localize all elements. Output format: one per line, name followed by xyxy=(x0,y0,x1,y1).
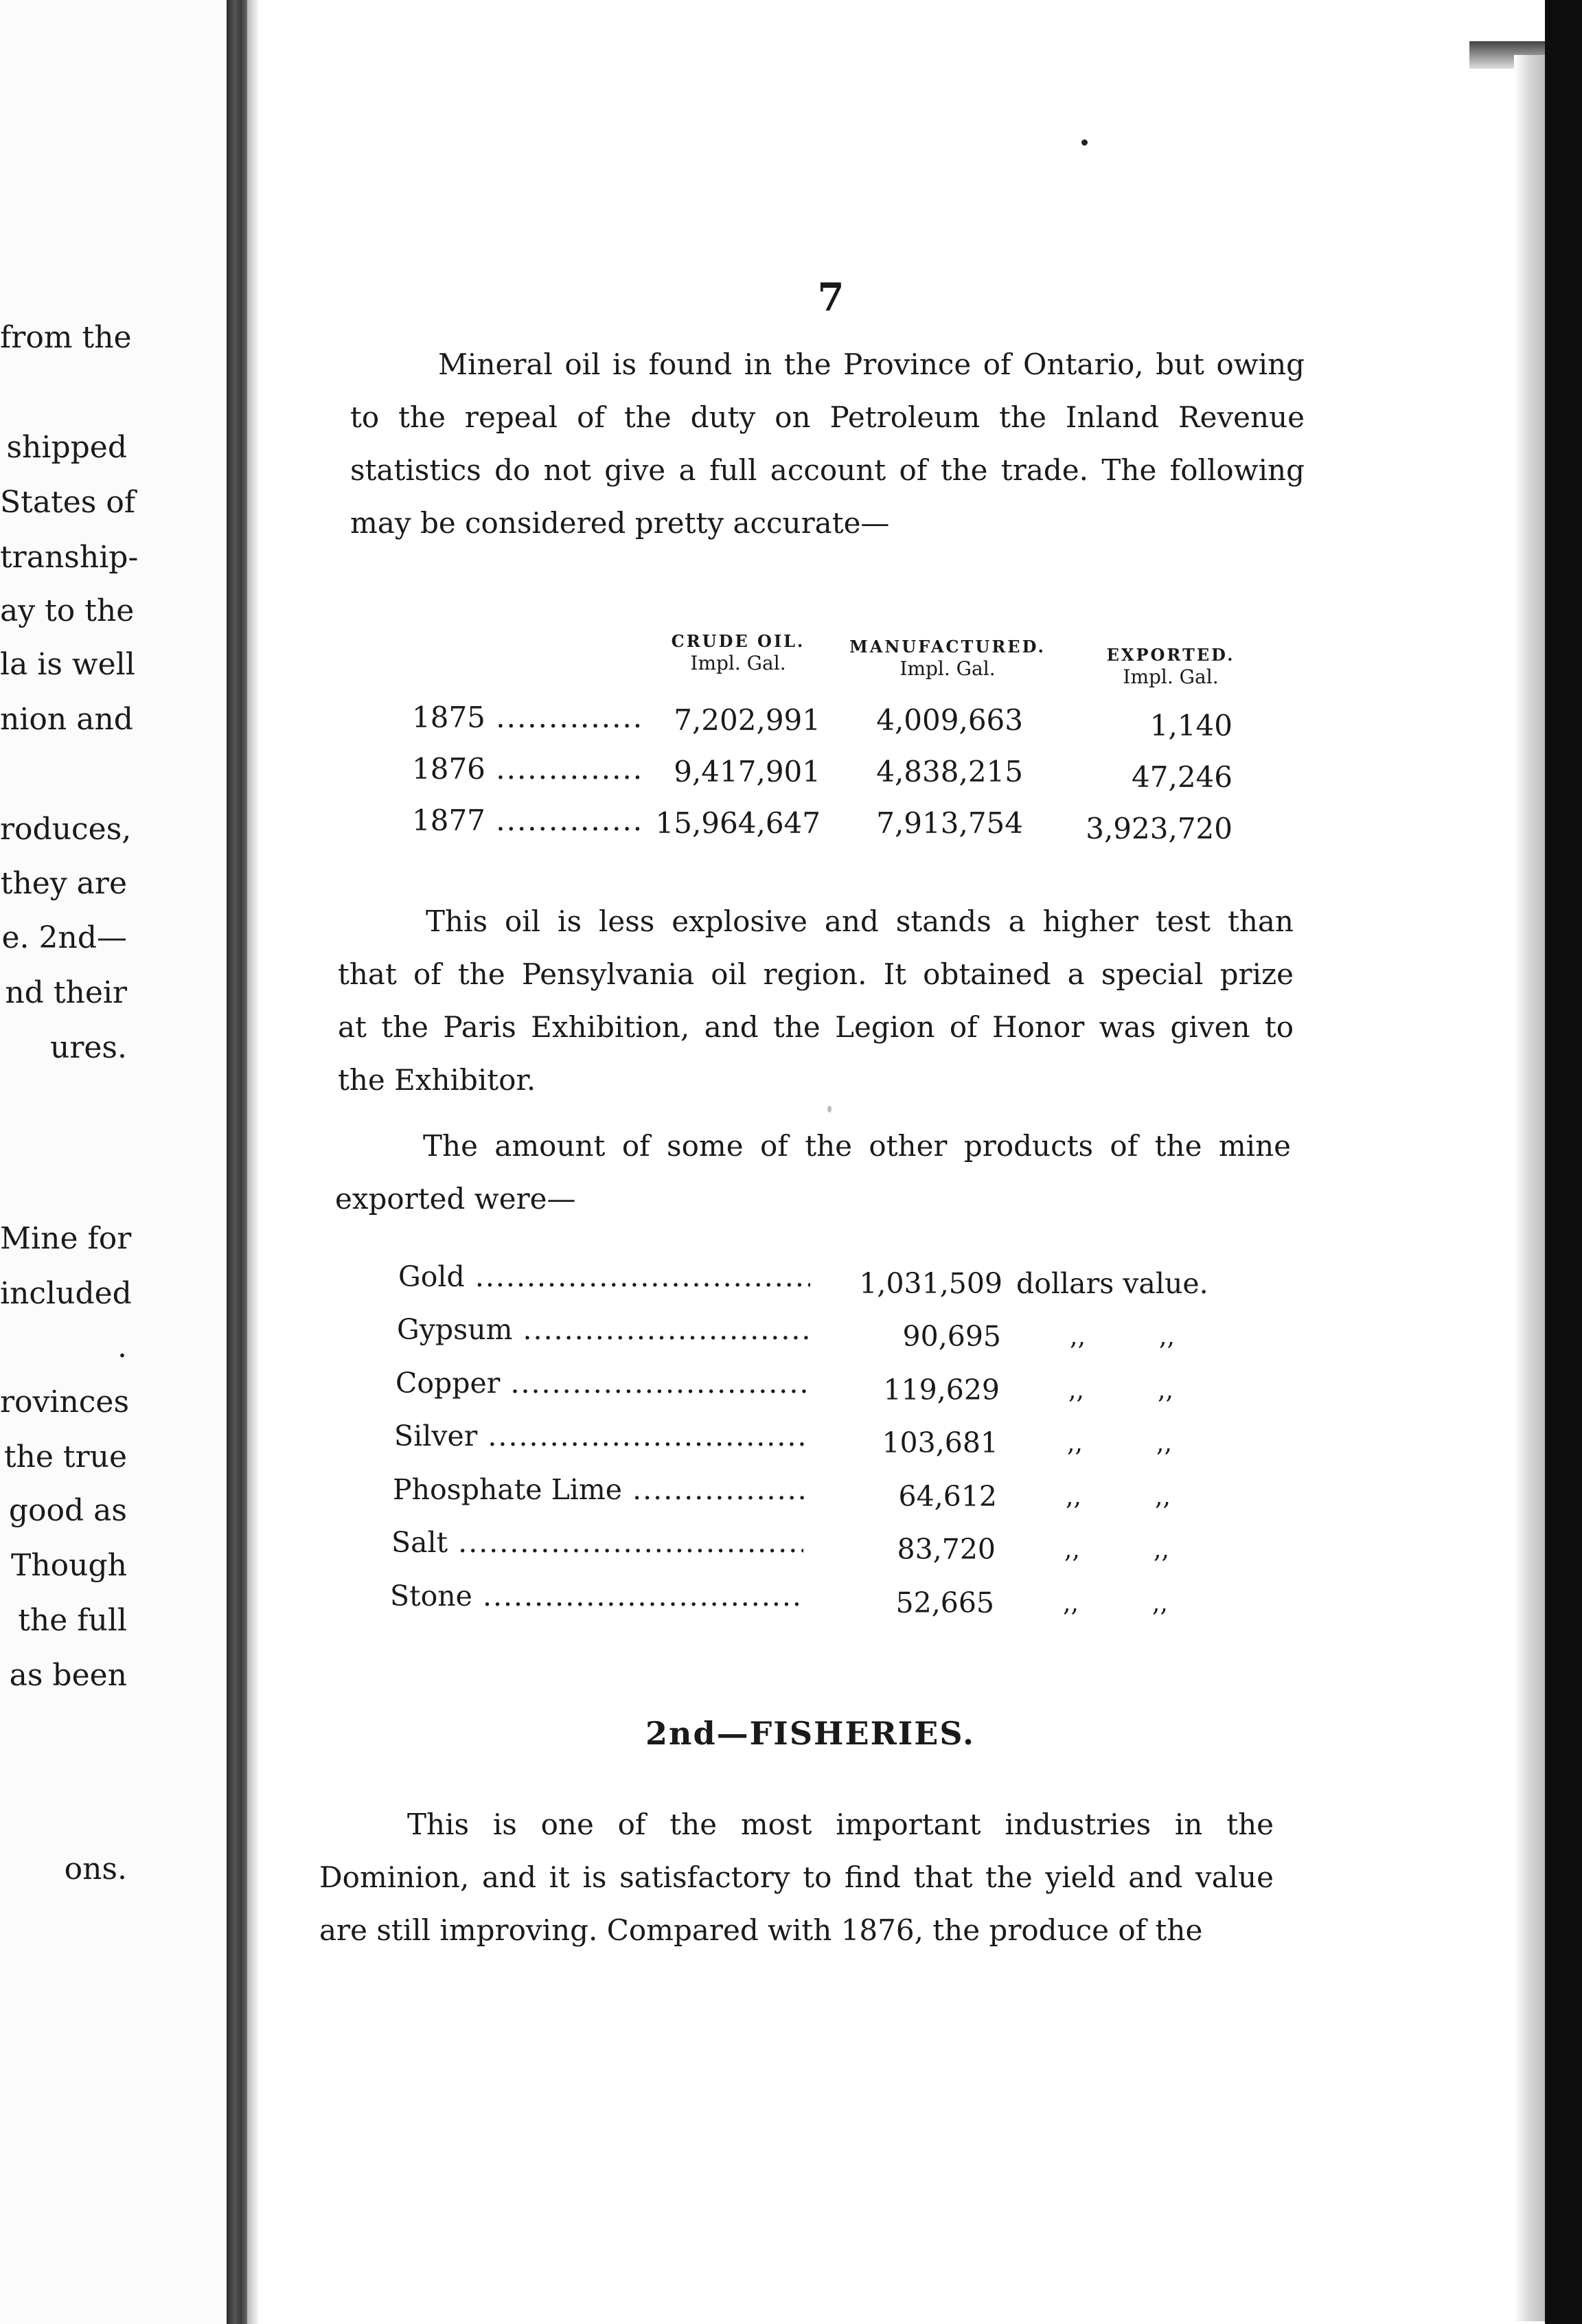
gutter-shadow xyxy=(247,0,260,2324)
mineral-name-text: Stone xyxy=(390,1580,472,1613)
previous-page-line: the full xyxy=(18,1603,127,1638)
paragraph-line: may be considered pretty accurate— xyxy=(350,506,890,540)
previous-page-fragment xyxy=(0,0,227,2324)
mineral-row xyxy=(393,1473,1244,1521)
year-label: 1877 xyxy=(412,804,485,837)
paragraph-line: This is one of the most important industries in the xyxy=(407,1808,1274,1841)
previous-page-line: tranship- xyxy=(0,540,139,575)
mineral-name xyxy=(394,1420,806,1452)
mineral-unit: dollars value. xyxy=(1016,1267,1208,1300)
mineral-value: 52,665 xyxy=(895,1586,994,1619)
year-label: 1876 xyxy=(412,752,485,786)
ditto-mark: ,, xyxy=(1063,1589,1079,1617)
previous-page-line: from the xyxy=(0,320,132,355)
paragraph-fisheries xyxy=(319,1798,1274,1957)
oil-value-exported: 3,923,720 xyxy=(1086,812,1233,845)
paragraph-line: Dominion, and it is satisfactory to find that the yield and value xyxy=(319,1860,1274,1894)
oil-value-exported: 1,140 xyxy=(1149,709,1233,742)
ditto-mark: ,, xyxy=(1068,1376,1084,1404)
previous-page-line: la is well xyxy=(0,647,135,682)
mineral-value: 103,681 xyxy=(882,1426,998,1459)
mineral-row xyxy=(391,1526,1243,1574)
mineral-name xyxy=(391,1526,803,1559)
paragraph-line: are still improving. Compared with 1876, the produce of the xyxy=(319,1913,1203,1947)
paragraph-line: Mineral oil is found in the Province of Ontario, but owing xyxy=(438,348,1305,381)
mineral-name-text: Silver xyxy=(394,1420,478,1452)
previous-page-line: rovinces xyxy=(0,1385,130,1420)
previous-page-line: ay to the xyxy=(0,593,135,628)
scan-border xyxy=(1545,0,1582,2324)
previous-page-line: included xyxy=(0,1276,132,1311)
leader-dots xyxy=(465,1260,810,1293)
oil-value-manufactured: 4,009,663 xyxy=(876,703,1023,737)
oil-value-exported: 47,246 xyxy=(1132,760,1233,794)
previous-page-line: Though xyxy=(10,1548,127,1583)
mineral-value: 1,031,509 xyxy=(859,1267,1002,1300)
mineral-row xyxy=(396,1367,1247,1415)
mineral-row xyxy=(398,1260,1250,1308)
ditto-mark: ,, xyxy=(1066,1483,1081,1511)
column-header-exported: EXPORTED. Impl. Gal. xyxy=(1106,645,1235,688)
previous-page-line: good as xyxy=(8,1493,127,1528)
previous-page-line: States of xyxy=(0,485,136,520)
previous-page-line: roduces, xyxy=(0,812,132,847)
paragraph-line: at the Paris Exhibition, and the Legion of Honor was given to xyxy=(338,1010,1294,1044)
mineral-row xyxy=(397,1313,1248,1361)
previous-page-line: shipped xyxy=(6,430,127,465)
ditto-mark: ,, xyxy=(1154,1536,1169,1564)
previous-page-line: ons. xyxy=(64,1852,127,1887)
paragraph-explosive xyxy=(338,895,1294,1106)
mineral-name xyxy=(398,1260,810,1293)
ditto-mark: ,, xyxy=(1067,1429,1083,1457)
speck xyxy=(827,1106,832,1113)
ditto-mark: ,, xyxy=(1070,1323,1086,1351)
leader-dots xyxy=(622,1473,805,1506)
mineral-value: 90,695 xyxy=(902,1320,1001,1353)
oil-value-crude: 7,202,991 xyxy=(674,703,821,737)
ditto-mark: ,, xyxy=(1155,1483,1171,1511)
previous-page-line: nd their xyxy=(5,975,127,1010)
mineral-row xyxy=(394,1420,1246,1468)
oil-value-manufactured: 4,838,215 xyxy=(876,755,1023,788)
mineral-name-text: Phosphate Lime xyxy=(393,1473,623,1506)
previous-page-line: nion and xyxy=(0,702,133,737)
oil-value-crude: 9,417,901 xyxy=(674,755,821,788)
page-edge-shade xyxy=(1514,55,1545,2321)
page-number: 7 xyxy=(817,275,845,320)
ditto-mark: ,, xyxy=(1156,1429,1172,1457)
previous-page-line: Mine for xyxy=(0,1221,132,1256)
mineral-name xyxy=(397,1313,809,1346)
leader-dots xyxy=(472,1580,802,1613)
previous-page-line: they are xyxy=(0,866,127,901)
ditto-mark: ,, xyxy=(1064,1536,1080,1564)
leader-dots xyxy=(512,1313,809,1346)
oil-value-crude: 15,964,647 xyxy=(655,806,821,840)
mineral-name-text: Gold xyxy=(398,1260,465,1293)
oil-value-manufactured: 7,913,754 xyxy=(876,806,1023,840)
previous-page-line: the true xyxy=(3,1439,127,1474)
paragraph-line: the Exhibitor. xyxy=(338,1063,536,1097)
mineral-name xyxy=(390,1580,802,1613)
section-heading-fisheries: 2nd—FISHERIES. xyxy=(645,1715,975,1752)
book-gutter xyxy=(227,0,247,2324)
mineral-name-text: Copper xyxy=(396,1367,501,1400)
mineral-name xyxy=(393,1473,805,1506)
mineral-name-text: Salt xyxy=(391,1526,448,1559)
mineral-name-text: Gypsum xyxy=(397,1313,513,1346)
previous-page-line: as been xyxy=(9,1658,127,1693)
previous-page-line: ures. xyxy=(50,1030,127,1065)
speck xyxy=(1081,139,1088,146)
ditto-mark: ,, xyxy=(1158,1376,1173,1404)
year-label: 1875 xyxy=(412,700,485,734)
column-header-crude-oil: CRUDE OIL. Impl. Gal. xyxy=(671,631,805,674)
mineral-value: 64,612 xyxy=(898,1480,997,1513)
paragraph-line: to the repeal of the duty on Petroleum the Inland Revenue xyxy=(350,400,1305,434)
ditto-mark: ,, xyxy=(1152,1589,1168,1617)
paragraph-line: that of the Pensylvania oil region. It obtained a special prize xyxy=(338,957,1294,991)
mineral-value: 83,720 xyxy=(897,1533,996,1566)
paragraph-line: This oil is less explosive and stands a higher test than xyxy=(426,904,1294,938)
mineral-name xyxy=(396,1367,807,1400)
mineral-value: 119,629 xyxy=(883,1374,1000,1406)
paragraph-line: The amount of some of the other products of the mine xyxy=(423,1129,1291,1163)
mineral-row xyxy=(390,1580,1241,1628)
paragraph-line: exported were— xyxy=(335,1182,576,1216)
paragraph-mineral-oil xyxy=(350,338,1305,549)
column-header-manufactured: MANUFACTURED. Impl. Gal. xyxy=(849,637,1046,680)
paragraph-line: statistics do not give a full account of the trade. The following xyxy=(350,453,1305,487)
paragraph-amount-exported xyxy=(335,1119,1291,1225)
leader-dots xyxy=(477,1420,806,1452)
ditto-mark: ,, xyxy=(1159,1323,1175,1351)
leader-dots xyxy=(448,1526,803,1559)
leader-dots xyxy=(500,1367,807,1400)
previous-page-line: e. 2nd— xyxy=(1,920,127,955)
previous-page-line: . xyxy=(117,1330,127,1365)
